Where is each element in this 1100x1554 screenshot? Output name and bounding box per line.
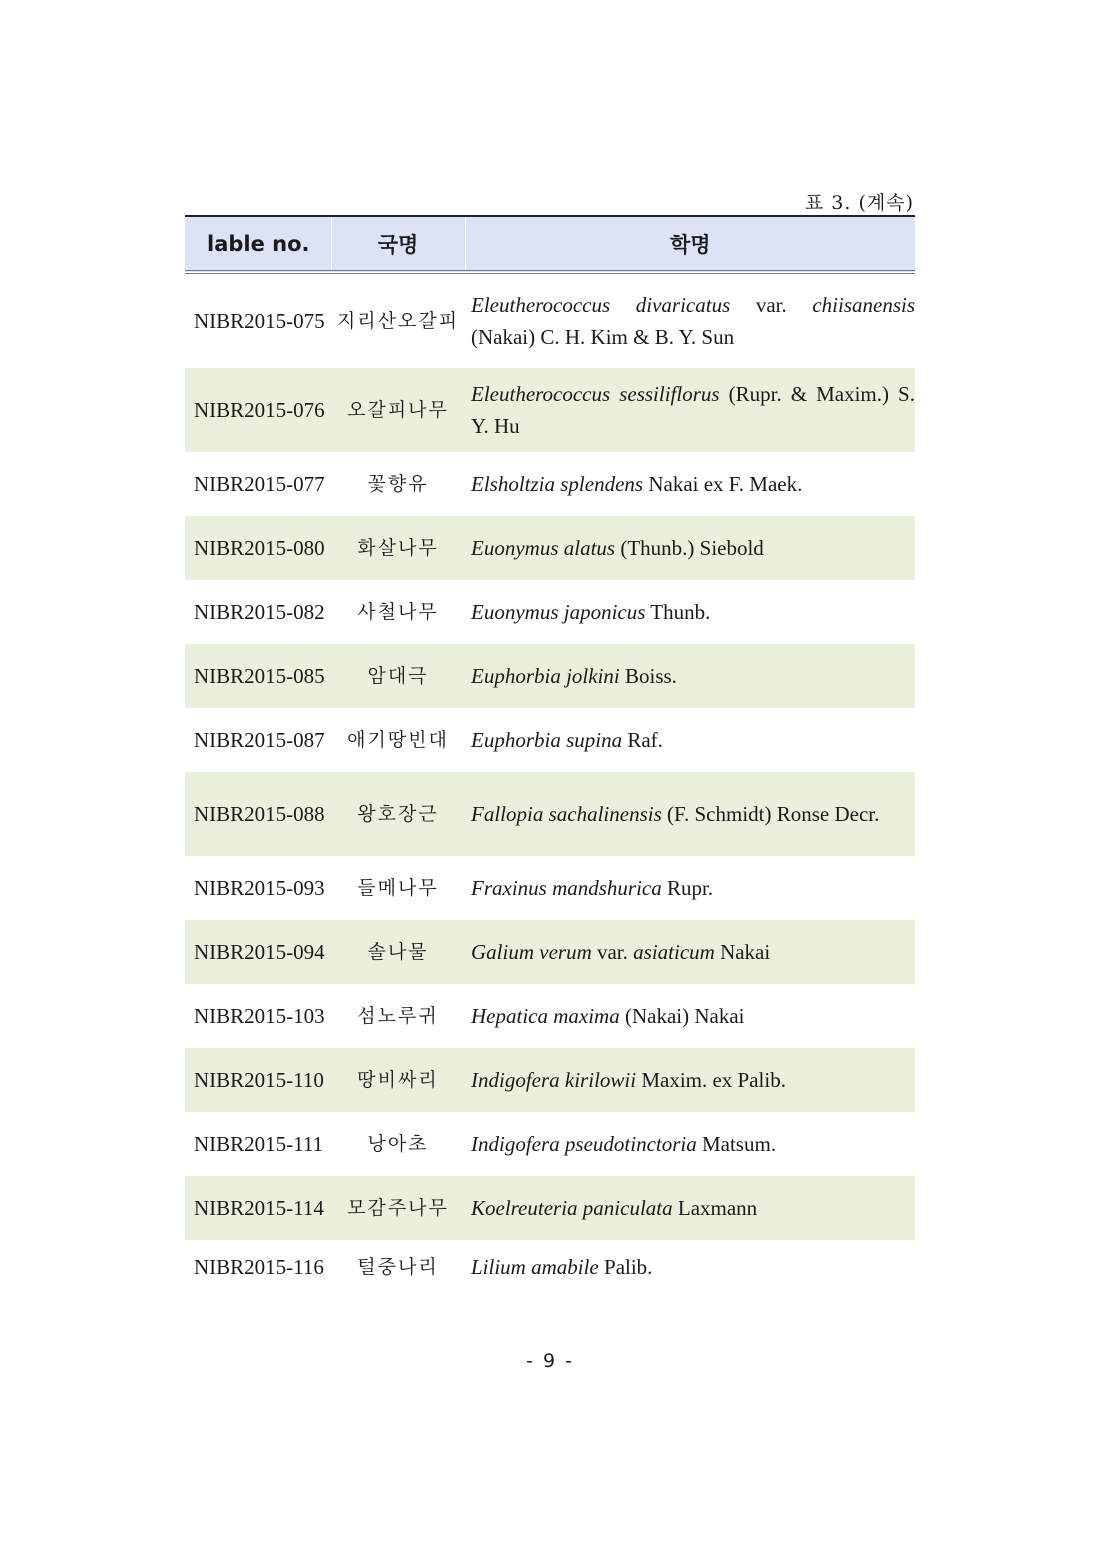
author-part: (F. Schmidt) Ronse Decr.: [661, 802, 880, 826]
scientific-name-cell: [465, 772, 915, 856]
scientific-name-cell: [465, 1112, 915, 1176]
table-row: [185, 516, 915, 580]
table-row: [185, 1112, 915, 1176]
label-no-cell: NIBR2015-082: [194, 600, 325, 624]
italic-name-part: Euphorbia supina: [471, 728, 623, 752]
author-part: (Thunb.) Siebold: [615, 536, 764, 560]
scientific-name-cell: [465, 516, 915, 580]
author-part: (Rupr. & Maxim.) S. Y. Hu: [471, 382, 915, 438]
italic-name-part: Fallopia sachalinensis: [471, 802, 662, 826]
italic-name-part: Indigofera pseudotinctoria: [471, 1132, 697, 1156]
species-table: [185, 215, 915, 1294]
label-no-cell: NIBR2015-075: [194, 309, 325, 333]
korean-name-cell: 솔나물: [331, 920, 465, 984]
table-row: [185, 644, 915, 708]
label-no-cell: NIBR2015-111: [194, 1132, 324, 1156]
author-part: Rupr.: [661, 876, 714, 900]
scientific-name-cell: [465, 452, 915, 516]
scientific-name-cell: [465, 580, 915, 644]
author-part: Laxmann: [672, 1196, 758, 1220]
label-no-cell: NIBR2015-088: [185, 772, 331, 856]
italic-name-part: Eleutherococcus sessiliflorus: [471, 382, 720, 406]
author-part: var.: [730, 293, 813, 317]
italic-name-part: chiisanensis: [812, 293, 916, 317]
author-part: Nakai ex F. Maek.: [643, 472, 803, 496]
scientific-name-cell: [465, 644, 915, 708]
korean-name-cell: 모감주나무: [331, 1176, 465, 1240]
italic-name-part: asiaticum: [633, 940, 715, 964]
scientific-name-cell: [465, 708, 915, 772]
korean-name-cell: 애기땅빈대: [347, 729, 449, 751]
korean-name-cell: 사철나무: [357, 601, 439, 623]
header-korean-name: 국명: [331, 216, 465, 272]
scientific-name-cell: [465, 272, 915, 368]
label-no-cell: NIBR2015-116: [194, 1255, 324, 1279]
table-row: [185, 920, 915, 984]
scientific-name-cell: [465, 1048, 915, 1112]
korean-name-cell: 오갈피나무: [331, 368, 465, 452]
table-row: [185, 452, 915, 516]
table-row: [185, 984, 915, 1048]
author-part: Thunb.: [645, 600, 711, 624]
table-row: [185, 856, 915, 920]
table-row: [185, 772, 915, 856]
korean-name-cell: 왕호장근: [331, 772, 465, 856]
korean-name-cell: 섬노루귀: [357, 1005, 439, 1027]
korean-name-cell: 꽃향유: [367, 473, 429, 495]
table-row: [185, 368, 915, 452]
korean-name-cell: 낭아초: [367, 1133, 429, 1155]
author-part: (Nakai) Nakai: [619, 1004, 745, 1028]
korean-name-cell: 털중나리: [357, 1256, 439, 1278]
label-no-cell: NIBR2015-080: [185, 516, 331, 580]
label-no-cell: NIBR2015-103: [194, 1004, 325, 1028]
scientific-name-cell: [465, 368, 915, 452]
author-part: Palib.: [598, 1255, 653, 1279]
table-caption: 표 3. (계속): [804, 192, 914, 214]
author-part: Nakai: [714, 940, 771, 964]
table-row: [185, 1048, 915, 1112]
italic-name-part: Fraxinus mandshurica: [471, 876, 662, 900]
label-no-cell: NIBR2015-110: [185, 1048, 331, 1112]
korean-name-cell: 암대극: [331, 644, 465, 708]
italic-name-part: Euonymus alatus: [471, 536, 616, 560]
italic-name-part: Euphorbia jolkini: [471, 664, 620, 688]
author-part: Raf.: [622, 728, 663, 752]
label-no-cell: NIBR2015-087: [194, 728, 325, 752]
scientific-name-cell: [465, 856, 915, 920]
scientific-name-cell: [465, 1176, 915, 1240]
page-number: - 9 -: [526, 1350, 574, 1372]
italic-name-part: Eleutherococcus divaricatus: [471, 293, 731, 317]
korean-name-cell: 화살나무: [331, 516, 465, 580]
label-no-cell: NIBR2015-093: [194, 876, 325, 900]
author-part: Boiss.: [619, 664, 677, 688]
table-row: [185, 1176, 915, 1240]
author-part: (Nakai) C. H. Kim & B. Y. Sun: [471, 325, 735, 349]
author-part: Matsum.: [696, 1132, 777, 1156]
korean-name-cell: 지리산오갈피: [336, 310, 460, 332]
table-row: [185, 580, 915, 644]
label-no-cell: NIBR2015-094: [185, 920, 331, 984]
table-row: [185, 708, 915, 772]
italic-name-part: Indigofera kirilowii: [471, 1068, 637, 1092]
korean-name-cell: 들메나무: [357, 877, 439, 899]
table-body: [185, 272, 915, 1294]
header-label-no: lable no.: [185, 216, 331, 272]
table-row: [185, 272, 915, 368]
label-no-cell: NIBR2015-085: [185, 644, 331, 708]
scientific-name-cell: [465, 920, 915, 984]
italic-name-part: Elsholtzia splendens: [471, 472, 644, 496]
header-scientific-name: 학명: [465, 216, 915, 272]
korean-name-cell: 땅비싸리: [331, 1048, 465, 1112]
label-no-cell: NIBR2015-114: [185, 1176, 331, 1240]
table-row: [185, 1240, 915, 1294]
italic-name-part: Koelreuteria paniculata: [471, 1196, 673, 1220]
italic-name-part: Hepatica maxima: [471, 1004, 620, 1028]
italic-name-part: Lilium amabile: [471, 1255, 599, 1279]
scientific-name-cell: [465, 984, 915, 1048]
author-part: Maxim. ex Palib.: [636, 1068, 786, 1092]
italic-name-part: Galium verum: [471, 940, 592, 964]
label-no-cell: NIBR2015-077: [194, 472, 325, 496]
author-part: var.: [591, 940, 634, 964]
scientific-name-cell: [465, 1240, 915, 1294]
table-header-row: [185, 216, 915, 272]
label-no-cell: NIBR2015-076: [185, 368, 331, 452]
italic-name-part: Euonymus japonicus: [471, 600, 646, 624]
